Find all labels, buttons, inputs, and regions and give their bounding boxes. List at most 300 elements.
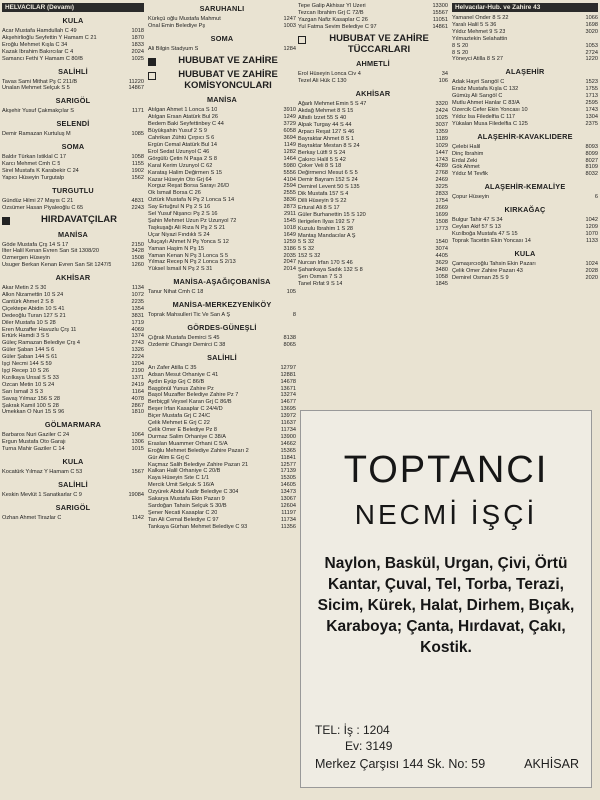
listing-name: Kazak İbrahim Bakırcılar C 4 bbox=[2, 48, 74, 55]
listing-phone: 8138 bbox=[283, 335, 296, 342]
ad-phone-work: TEL: İş : 1204 bbox=[315, 723, 390, 737]
city-heading: SELENDİ bbox=[56, 119, 90, 129]
listing-row bbox=[148, 23, 296, 30]
listing-row bbox=[148, 406, 296, 413]
listing-row bbox=[2, 403, 144, 410]
listing-name: Çamaşırcıoğlu Tahsin Ekin Pazarı bbox=[452, 260, 536, 267]
listing-phone: 1810 bbox=[131, 409, 144, 416]
listing-phone: 1743 bbox=[585, 106, 598, 113]
listing-phone: 13972 bbox=[280, 413, 296, 420]
city-heading: KIRKAĞAÇ bbox=[504, 205, 546, 215]
city-heading: MANİSA bbox=[207, 95, 237, 105]
listing-row bbox=[148, 455, 296, 462]
listing-phone: 1260 bbox=[131, 262, 144, 269]
listing-row bbox=[452, 275, 598, 282]
listing-phone: 3831 bbox=[131, 312, 144, 319]
listing-row bbox=[2, 56, 144, 63]
listing-name: Yılmaz Recep N Pş 2 Lonca S 2/13 bbox=[148, 259, 236, 266]
listing-name: Demir Ramazan Kurtuluş M bbox=[2, 131, 71, 138]
listing-row bbox=[298, 184, 448, 191]
listing-row bbox=[148, 468, 296, 475]
listing-phone: 1015 bbox=[131, 446, 144, 453]
listing-phone: 4104 bbox=[283, 176, 296, 183]
listing-phone: 1755 bbox=[585, 86, 598, 93]
listing-row bbox=[148, 177, 296, 184]
listing-row bbox=[2, 292, 144, 299]
ad-line: Sicim, Kürek, Halat, Dirhem, Bıçak, bbox=[317, 597, 575, 614]
listing-row bbox=[148, 496, 296, 503]
listing-phone: 1204 bbox=[131, 361, 144, 368]
ad-line: Kantar, Çuval, Tel, Torba, Terazi, bbox=[327, 576, 564, 593]
listing-phone: 1133 bbox=[585, 237, 598, 244]
listing-row bbox=[298, 177, 448, 184]
directory-section bbox=[298, 89, 448, 287]
listing-name: Baldır Türkan İstiklal C 17 bbox=[2, 154, 66, 161]
listing-name: Eroğlu Mehmet Kışla C 34 bbox=[2, 41, 68, 48]
listing-name: Kızılkaya Ünsal S S 33 bbox=[2, 374, 59, 381]
listing-phone: 1464 bbox=[283, 155, 296, 162]
listing-row bbox=[452, 268, 598, 275]
listing-row bbox=[2, 382, 144, 389]
listing-row bbox=[452, 164, 598, 171]
listing-name: İlerigelen İlyas 192 S 7 bbox=[298, 218, 355, 225]
column-3 bbox=[298, 0, 448, 288]
listing-name: Akşehir Yusuf Çakmakçılar S bbox=[2, 108, 75, 115]
city-heading: KULA bbox=[62, 457, 84, 467]
listing-phone: 3694 bbox=[283, 135, 296, 142]
category-heading bbox=[148, 70, 296, 92]
city-heading: MANİSA-MERKEZYENİKÖY bbox=[172, 300, 272, 310]
city-heading: TURGUTLU bbox=[52, 185, 94, 195]
listing-name: Mutlu Ahmet Hanlar C 83/A bbox=[452, 100, 520, 107]
bullet-square-icon bbox=[298, 36, 306, 44]
listing-row bbox=[452, 151, 598, 158]
listing-phone: 3836 bbox=[283, 197, 296, 204]
listing-phone: 1713 bbox=[585, 93, 598, 100]
listing-row bbox=[452, 15, 598, 22]
listing-row bbox=[2, 327, 144, 334]
ad-address: Merkez Çarşısı 144 Sk. No: 59 bbox=[315, 757, 486, 771]
city-heading: SARIGÖL bbox=[55, 502, 91, 512]
listing-name: Biçer Mustafa Grj C 24/C bbox=[148, 413, 211, 420]
listing-phone: 1754 bbox=[435, 197, 448, 204]
listing-name: Tan Ali Cemal Belediye C 97 bbox=[148, 516, 219, 523]
listing-phone: 13671 bbox=[280, 385, 296, 392]
directory-section bbox=[298, 3, 448, 31]
bullet-square-icon bbox=[148, 72, 156, 80]
listing-name: Atılgan Ersan Atatürk Bul 26 bbox=[148, 114, 218, 121]
listing-row bbox=[298, 267, 448, 274]
category-heading bbox=[148, 56, 296, 67]
listing-row bbox=[148, 489, 296, 496]
listing-phone: 14662 bbox=[280, 440, 296, 447]
listing-row bbox=[298, 191, 448, 198]
listing-phone: 14677 bbox=[280, 399, 296, 406]
category-heading bbox=[298, 34, 448, 56]
listing-name: Karcı Mehmet Cmh C 5 bbox=[2, 161, 61, 168]
listing-phone: 6058 bbox=[283, 128, 296, 135]
directory-section bbox=[452, 67, 598, 127]
listing-row bbox=[148, 107, 296, 114]
listing-phone: 12604 bbox=[280, 502, 296, 509]
listing-row bbox=[148, 46, 296, 53]
ad-line: Kostik. bbox=[420, 639, 472, 656]
listing-name: Eraslan Muammer Orhani C 5/A bbox=[148, 440, 228, 447]
listing-phone: 2035 bbox=[283, 252, 296, 259]
listing-phone: 14678 bbox=[280, 378, 296, 385]
listing-phone: 3729 bbox=[283, 121, 296, 128]
listing-name: Ali Bilgin Stadyum S bbox=[148, 45, 199, 52]
listing-name: Çelik Ömer Zahire Pazarı 43 bbox=[452, 267, 523, 274]
listing-row bbox=[148, 342, 296, 349]
listing-name: Mantaş Mandacılar A Ş bbox=[298, 232, 356, 239]
listing-row bbox=[148, 413, 296, 420]
listing-row bbox=[452, 43, 598, 50]
listing-row bbox=[2, 28, 144, 35]
listing-name: 152 S 32 bbox=[298, 253, 321, 260]
listing-phone: 17139 bbox=[280, 468, 296, 475]
listing-name: Yıldız M Tevfik bbox=[452, 171, 488, 178]
listing-row bbox=[298, 3, 448, 10]
listing-name: Kaya Hüseyin Sıte C 1/1 bbox=[148, 475, 209, 482]
listing-phone: 2375 bbox=[585, 120, 598, 127]
listing-phone: 1540 bbox=[435, 239, 448, 246]
listing-name: 8 S 20 bbox=[452, 49, 469, 56]
listing-phone: 106 bbox=[438, 78, 448, 85]
listing-name: Şahankaya Sadık 132 S 8 bbox=[298, 267, 363, 274]
listing-name: Çiçektepe Abidin 10 S 41 bbox=[2, 305, 65, 312]
listing-row bbox=[452, 224, 598, 231]
directory-section bbox=[2, 119, 144, 138]
listing-row bbox=[452, 194, 598, 201]
listing-name: Güler Burhanettin 15 S 120 bbox=[298, 211, 366, 218]
listing-name: Gümüş Ali Sarıgöl C bbox=[452, 93, 503, 100]
listing-name: Diler Mustafa 10 S 28 bbox=[2, 319, 56, 326]
listing-name: Kocatürk Yılmaz Y Hamam C 53 bbox=[2, 469, 83, 476]
ad-line: Naylon, Baskül, Urgan, Çivi, Örtü bbox=[324, 555, 568, 572]
listing-name: Önal Emin Belediye Pş bbox=[148, 22, 206, 29]
category-title: HIRDAVATÇILAR bbox=[41, 213, 117, 225]
listing-phone: 105 bbox=[286, 289, 296, 296]
listing-name: Ertürk Hamdi 3 S 5 bbox=[2, 333, 50, 340]
listing-name: Özmergen Hüseyin bbox=[2, 255, 50, 262]
listing-name: Ok İsmail Borsa C 26 bbox=[148, 190, 201, 197]
listing-name: Karataş Halim Değirmen S 15 bbox=[148, 169, 222, 176]
listing-name: Bayraktar Ahmet 8 S 1 bbox=[298, 135, 354, 142]
listing-phone: 2833 bbox=[435, 191, 448, 198]
listing-name: Dik Mustafa 157 S 4 bbox=[298, 191, 349, 198]
listing-phone: 1171 bbox=[131, 108, 144, 115]
listing-name: Akar Metin 2 S 30 bbox=[2, 285, 47, 292]
listing-name: Özdemir Cihangir Demirci C 38 bbox=[148, 341, 226, 348]
listing-phone: 2419 bbox=[131, 381, 144, 388]
city-heading: SARUHANLI bbox=[199, 4, 245, 13]
listing-row bbox=[298, 219, 448, 226]
listing-phone: 8027 bbox=[585, 157, 598, 164]
listing-row bbox=[298, 157, 448, 164]
listing-phone: 14867 bbox=[128, 85, 144, 92]
listing-phone: 3225 bbox=[435, 184, 448, 191]
listing-phone: 4289 bbox=[435, 163, 448, 170]
listing-name: Atılgan Ahmet 1 Lonca S 10 bbox=[148, 107, 218, 114]
listing-phone: 15567 bbox=[432, 9, 448, 16]
listing-phone: 1567 bbox=[131, 469, 144, 476]
directory-section bbox=[148, 4, 296, 30]
listing-phone: 6 bbox=[594, 194, 598, 201]
listing-phone: 13300 bbox=[432, 3, 448, 9]
listing-phone: 1773 bbox=[435, 225, 448, 232]
listing-name: Ceylan Akif 57 S 13 bbox=[452, 224, 501, 231]
listing-phone: 11637 bbox=[280, 420, 296, 427]
listing-row bbox=[148, 121, 296, 128]
listing-phone: 1523 bbox=[585, 79, 598, 86]
listing-phone: 1142 bbox=[131, 514, 144, 521]
listing-phone: 12577 bbox=[280, 461, 296, 468]
listing-phone: 2150 bbox=[131, 241, 144, 248]
listing-phone: 1024 bbox=[585, 260, 598, 267]
listing-name: Cahrikan Zühtü Çırpıcı S 6 bbox=[148, 135, 215, 142]
listing-row bbox=[2, 396, 144, 403]
directory-section bbox=[148, 277, 296, 296]
city-heading: MANİSA-AŞAĞIÇOBANİSA bbox=[173, 277, 271, 287]
listing-row bbox=[298, 10, 448, 17]
listing-name: Şahin Mehmet Uzun Pz Uzunyol 72 bbox=[148, 217, 237, 224]
listing-phone: 15365 bbox=[280, 447, 296, 454]
listing-phone: 34 bbox=[441, 71, 448, 78]
listing-name: Özercik Cefer Ekin Yoncası 10 bbox=[452, 106, 528, 113]
city-heading: SALİHLİ bbox=[58, 66, 88, 76]
listing-row bbox=[148, 259, 296, 266]
listing-name: Alpak Turgay 44 S 44 bbox=[298, 122, 352, 128]
listing-phone: 2235 bbox=[131, 298, 144, 305]
listing-phone: 11051 bbox=[432, 16, 448, 23]
listing-phone: 1282 bbox=[283, 148, 296, 155]
listing-phone: 4831 bbox=[131, 197, 144, 204]
listing-name: Büyükşahin Yusuf 2 S 9 bbox=[148, 128, 207, 135]
listing-row bbox=[148, 253, 296, 260]
listing-row bbox=[2, 248, 144, 255]
listing-phone: 14605 bbox=[280, 482, 296, 489]
directory-section bbox=[2, 96, 144, 115]
listing-row bbox=[2, 108, 144, 115]
listing-name: İlter Halil Kenan Evren San Sit 1308/20 bbox=[2, 248, 100, 255]
listing-name: Öztürk Mustafa N Pş 2 Lonca S 14 bbox=[148, 197, 235, 204]
listing-name: Değirmenci Mesut 6 S 5 bbox=[298, 170, 358, 177]
listing-name: Ümekkan O Nuri 15 S 96 bbox=[2, 409, 65, 416]
listing-phone: 3910 bbox=[283, 107, 296, 114]
listing-row bbox=[452, 261, 598, 268]
listing-row bbox=[298, 233, 448, 240]
listing-phone: 14861 bbox=[432, 23, 448, 30]
listing-name: Uçar Niyazi Fındıklı S 24 bbox=[148, 231, 210, 238]
directory-section bbox=[2, 273, 144, 416]
listing-row bbox=[2, 347, 144, 354]
listing-name: Sarı İsmail 3 S 3 bbox=[2, 388, 44, 395]
listing-name: Çığrak Mustafa Demirci S 45 bbox=[148, 335, 220, 342]
listing-row bbox=[148, 335, 296, 342]
listing-row bbox=[2, 285, 144, 292]
listing-phone: 4078 bbox=[131, 395, 144, 402]
page-header-bar: Helvacılar-Hub. ve Zahire 43 bbox=[452, 3, 598, 12]
listing-phone: 3074 bbox=[435, 246, 448, 253]
listing-name: Demirel Levent 50 S 135 bbox=[298, 184, 360, 191]
listing-row bbox=[148, 163, 296, 170]
listing-row bbox=[298, 163, 448, 170]
listing-row bbox=[452, 107, 598, 114]
listing-name: Çelik Ömer E Belediye Pz 8 bbox=[148, 427, 218, 434]
listing-row bbox=[298, 239, 448, 246]
listing-name: Tankaya Gürhan Mehmet Belediye C 93 bbox=[148, 523, 248, 530]
listing-name: Eren Muzaffer Havuzlu Çrş 11 bbox=[2, 326, 77, 333]
listing-name: Güleç Ramazan Belediye Çrş 4 bbox=[2, 340, 81, 347]
listing-phone: 1304 bbox=[585, 113, 598, 120]
city-heading: GÖLMARMARA bbox=[44, 420, 102, 430]
listing-name: Şakrak Kamil 100 S 28 bbox=[2, 402, 59, 409]
listing-phone: 8109 bbox=[585, 164, 598, 171]
listing-row bbox=[2, 49, 144, 56]
listing-phone: 2595 bbox=[585, 100, 598, 107]
listing-phone: 3629 bbox=[435, 260, 448, 267]
listing-name: Güler Şaban 144 S 6 bbox=[2, 347, 55, 354]
listing-name: 8 S 20 bbox=[452, 42, 469, 49]
listing-row bbox=[452, 114, 598, 121]
listing-name: Bayraktar Mestan 8 S 24 bbox=[298, 142, 360, 149]
listing-row bbox=[148, 482, 296, 489]
city-heading: SOMA bbox=[61, 142, 85, 152]
ad-line: Karaboya; Çanta, Hırdavat, Çakı, bbox=[326, 618, 566, 635]
listing-phone: 2243 bbox=[131, 204, 144, 211]
listing-phone: 13900 bbox=[280, 433, 296, 440]
listing-phone: 3020 bbox=[585, 28, 598, 35]
bullet-square-icon bbox=[2, 217, 10, 225]
directory-section bbox=[452, 205, 598, 245]
listing-name: Adak Hayri Sarıgöl C bbox=[452, 79, 505, 86]
listing-name: Özsümer Hasan Piyaleoğlu C 65 bbox=[2, 204, 84, 211]
listing-phone: 12881 bbox=[280, 371, 296, 378]
listing-phone: 1374 bbox=[131, 333, 144, 340]
listing-name: Göde Mustafa Çrş 14 S 17 bbox=[2, 241, 69, 248]
listing-phone: 12797 bbox=[280, 364, 296, 371]
column-4 bbox=[452, 0, 598, 281]
listing-name: Erdal Zeki bbox=[452, 157, 478, 164]
listing-name: Berbiçgil Veysel Karan Grj C 86/B bbox=[148, 399, 232, 406]
listing-phone: 8065 bbox=[283, 341, 296, 348]
listing-row bbox=[148, 246, 296, 253]
listing-row bbox=[148, 128, 296, 135]
directory-section bbox=[148, 323, 296, 349]
listing-phone: 8099 bbox=[585, 150, 598, 157]
listing-row bbox=[148, 204, 296, 211]
listing-name: Kuzulu İbrahim 1 S 28 bbox=[298, 225, 354, 232]
listing-name: Karal Kerim Uzunyol C 62 bbox=[148, 162, 213, 169]
listing-phone: 1003 bbox=[283, 22, 296, 29]
listing-name: Yükalan Musa Filedelfia C 125 bbox=[452, 120, 528, 127]
listing-row bbox=[298, 136, 448, 143]
listing-phone: 1025 bbox=[131, 55, 144, 62]
listing-name: Erol Hüseyin Lonca Civ 4 bbox=[298, 71, 361, 78]
listing-row bbox=[148, 190, 296, 197]
listing-row bbox=[2, 168, 144, 175]
listing-name: Yaralı Halil 5 S 36 bbox=[452, 21, 497, 28]
city-heading: KULA bbox=[62, 16, 84, 25]
listing-name: Durmaz Salim Orhaniye C 38/A bbox=[148, 433, 227, 440]
listing-row bbox=[2, 368, 144, 375]
listing-row bbox=[2, 409, 144, 416]
listing-row bbox=[298, 274, 448, 281]
listing-row bbox=[148, 386, 296, 393]
listing-row bbox=[2, 42, 144, 49]
listing-row bbox=[452, 158, 598, 165]
listing-phone: 1306 bbox=[131, 439, 144, 446]
listing-row bbox=[148, 503, 296, 510]
category-title: HUBUBAT VE ZAHİRE bbox=[178, 54, 278, 66]
listing-name: Eroğlu Mehmet Belediye Zahire Pazarı 2 bbox=[148, 447, 249, 454]
listing-row bbox=[2, 354, 144, 361]
listing-row bbox=[148, 266, 296, 273]
listing-row bbox=[148, 289, 296, 296]
listing-row bbox=[298, 260, 448, 267]
listing-phone: 1870 bbox=[131, 34, 144, 41]
directory-section bbox=[2, 67, 144, 93]
listing-phone: 2724 bbox=[585, 49, 598, 56]
listing-phone: 1743 bbox=[435, 156, 448, 163]
listing-phone: 13473 bbox=[280, 489, 296, 496]
listing-phone: 1209 bbox=[585, 224, 598, 231]
listing-name: Özhan Ahmet Tirazlar C bbox=[2, 514, 62, 521]
listing-phone: 1025 bbox=[435, 115, 448, 122]
listing-phone: 1072 bbox=[131, 292, 144, 299]
directory-section bbox=[2, 503, 144, 522]
listing-row bbox=[2, 361, 144, 368]
listing-row bbox=[148, 225, 296, 232]
listing-row bbox=[148, 365, 296, 372]
listing-phone: 2028 bbox=[585, 267, 598, 274]
listing-name: Tanur Nihat Cmh C 18 bbox=[148, 289, 204, 296]
city-heading: ALAŞEHİR-KAVAKLIDERE bbox=[477, 131, 573, 141]
listing-row bbox=[2, 389, 144, 396]
listing-name: Uluçaylı Ahmet N Pş Yonca S 12 bbox=[148, 238, 229, 245]
listing-row bbox=[2, 175, 144, 182]
listing-row bbox=[452, 50, 598, 57]
listing-row bbox=[298, 212, 448, 219]
listing-name: Erol Sedat Uzunyol C 46 bbox=[148, 148, 210, 155]
city-heading: GÖRDES-GÜNEŞLİ bbox=[187, 323, 257, 333]
listing-row bbox=[452, 79, 598, 86]
ad-product-list bbox=[311, 553, 581, 658]
listing-row bbox=[2, 492, 144, 499]
listing-row bbox=[298, 24, 448, 31]
listing-phone: 11356 bbox=[280, 523, 296, 530]
listing-name: Ünalan Mehmet Selçuk S 5 bbox=[2, 85, 70, 92]
listing-name: Yıldız Mehmet 9 S 23 bbox=[452, 28, 506, 35]
listing-phone: 1649 bbox=[283, 231, 296, 238]
listing-name: Ersöz Mustafa Kışla C 132 bbox=[452, 86, 519, 93]
listing-name: Cantürk Ahmet 2 S 8 bbox=[2, 298, 54, 305]
listing-row bbox=[148, 156, 296, 163]
listing-row bbox=[2, 161, 144, 168]
listing-row bbox=[148, 183, 296, 190]
listing-row bbox=[148, 510, 296, 517]
listing-name: İşçi Recep 10 S 26 bbox=[2, 368, 49, 375]
listing-name: Sel Yusuf Nişancı Pş 2 S 16 bbox=[148, 211, 218, 218]
listing-row bbox=[148, 524, 296, 531]
listing-name: Tezel Ali Hük C 130 bbox=[298, 78, 347, 85]
directory-section bbox=[148, 300, 296, 319]
city-heading: SALİHLİ bbox=[58, 479, 88, 489]
listing-phone: 2555 bbox=[283, 190, 296, 197]
listing-name: Ağarlı Mehmet Emin 5 S 47 bbox=[298, 101, 367, 108]
listing-row bbox=[2, 255, 144, 262]
